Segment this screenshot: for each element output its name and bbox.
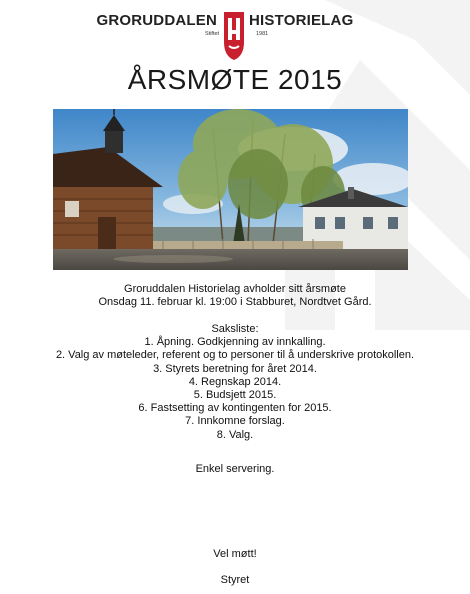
closing-greeting: Vel møtt! <box>213 548 257 560</box>
page-title: ÅRSMØTE 2015 <box>127 64 343 95</box>
gh-emblem-icon <box>219 6 249 62</box>
logo-name-right: HISTORIELAG <box>249 12 354 29</box>
agenda-item: 4. Regnskap 2014. <box>188 375 282 388</box>
agenda-item: 2. Valg av møteleder, referent og to personer til å underskrive protokollen. <box>55 349 415 362</box>
agenda-item: 8. Valg. <box>216 428 254 441</box>
agenda-item: 1. Åpning. Godkjenning av innkalling. <box>144 336 326 349</box>
logo-founded-year: 1981 <box>256 31 269 37</box>
organization-logo <box>0 4 470 64</box>
agenda-item: 3. Styrets beretning for året 2014. <box>153 362 317 375</box>
signature: Styret <box>220 574 250 586</box>
serving-note: Enkel servering. <box>195 463 275 475</box>
logo-founded-label: Stiftet <box>205 31 220 37</box>
intro-text <box>0 283 470 309</box>
logo-name-left: GRORUDDALEN <box>96 12 217 29</box>
agenda <box>0 323 470 442</box>
intro-line: Onsdag 11. februar kl. 19:00 i Stabburet, Nordtvet Gård. <box>98 296 372 309</box>
farm-photo <box>53 109 408 270</box>
intro-line: Groruddalen Historielag avholder sitt årsmøte <box>124 283 346 295</box>
agenda-heading: Saksliste: <box>211 323 259 335</box>
agenda-item: 7. Innkomne forslag. <box>185 415 285 428</box>
agenda-item: 6. Fastsetting av kontingenten for 2015. <box>138 402 332 415</box>
agenda-item: 5. Budsjett 2015. <box>193 389 277 402</box>
